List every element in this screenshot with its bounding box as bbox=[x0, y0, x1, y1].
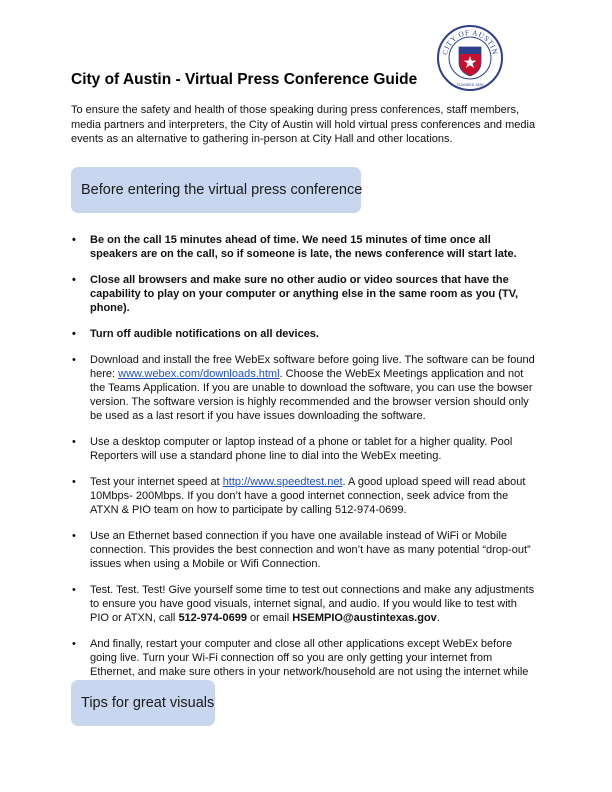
list-item-speed-test bbox=[0, 475, 538, 517]
bullet-icon: • bbox=[72, 638, 76, 650]
intro-paragraph: To ensure the safety and health of those speaking during press conferences, staff members, media partners and interpreters, the City of Austin will hold virtual press conferences and media events as an alternative to gathering in-person at City Hall and other locations. bbox=[71, 104, 536, 145]
checklist bbox=[0, 233, 612, 705]
list-item-desktop bbox=[0, 435, 538, 463]
list-item-notifications bbox=[0, 327, 538, 341]
list-item-text: Turn off audible notifications on all devices. bbox=[90, 328, 319, 340]
contact-email: HSEMPIO@austintexas.gov bbox=[292, 612, 437, 624]
list-item-text: Download and install the free WebEx software before going live. The software can be found here: bbox=[90, 354, 535, 380]
list-item-text: . bbox=[436, 612, 440, 624]
list-item-on-call-early bbox=[0, 233, 538, 261]
list-item-close-browsers bbox=[0, 273, 538, 315]
webex-download-link[interactable]: www.webex.com/downloads.html bbox=[118, 368, 280, 380]
list-item-text: Test. Test. Test! Give yourself some time to test out connections and make any adjustments to ensure you have good visuals, internet signal, and audio. If you would like to test with PIO or ATXN, call bbox=[90, 584, 535, 624]
bullet-icon: • bbox=[72, 234, 76, 246]
contact-phone: 512-974-0699 bbox=[178, 612, 247, 624]
section-heading-before-entering: Before entering the virtual press conference bbox=[71, 167, 361, 213]
list-item-text: Use a desktop computer or laptop instead of a phone or tablet for a higher quality. Pool Reporters will use a standard phone line to dial into the WebEx meeting. bbox=[90, 436, 513, 462]
seal-text: CITY OF AUSTIN bbox=[440, 27, 500, 56]
list-item-text: Be on the call 15 minutes ahead of time. We need 15 minutes of time once all speakers are on the call, so if someone is late, the news conference will start late. bbox=[90, 234, 517, 260]
list-item-text: Use an Ethernet based connection if you have one available instead of WiFi or Mobile connection. This provides the best connection and won’t have as many potential “drop-out” issues when using a Mobile or Wifi Connection. bbox=[90, 530, 531, 570]
speedtest-link[interactable]: http://www.speedtest.net bbox=[222, 476, 343, 488]
page-title: City of Austin - Virtual Press Conference Guide bbox=[71, 71, 418, 88]
city-of-austin-seal bbox=[436, 24, 504, 92]
list-item-text: or email bbox=[246, 612, 293, 624]
bullet-icon: • bbox=[72, 274, 76, 286]
bullet-icon: • bbox=[72, 328, 76, 340]
bullet-icon: • bbox=[72, 476, 76, 488]
list-item-download-webex bbox=[0, 353, 538, 423]
bullet-icon: • bbox=[72, 354, 76, 366]
bullet-icon: • bbox=[72, 436, 76, 448]
list-item-text: Close all browsers and make sure no other audio or video sources that have the capability to play on your computer or anything else in the same room as you (TV, phone). bbox=[90, 274, 519, 314]
seal-founded: FOUNDED 1839 bbox=[456, 83, 484, 87]
bullet-icon: • bbox=[72, 530, 76, 542]
list-item-text: Test your internet speed at bbox=[90, 476, 223, 488]
list-item-text: And finally, restart your computer and close all other applications except WebEx before going live. Turn your Wi-Fi connection off so you are only getting your internet from Ethernet, and make sure others in your network/household are not using the internet while bbox=[90, 638, 529, 678]
list-item-test bbox=[0, 583, 538, 625]
list-item-ethernet bbox=[0, 529, 538, 571]
section-heading-visuals: Tips for great visuals bbox=[71, 680, 215, 726]
bullet-icon: • bbox=[72, 584, 76, 596]
list-item-text: . Choose the WebEx Meetings application and not the Teams Application. If you are unable to download the software, you can use the bowser version. The software version is highly recommended and the browser version should only be used as a last resort if you have issues downloading the software. bbox=[90, 368, 533, 422]
list-item-text: . A good upload speed will read about 10Mbps- 200Mbps. If you don’t have a good internet connection, seek advice from the ATXN & PIO team on how to participate by calling 512-974-0699. bbox=[90, 476, 526, 516]
